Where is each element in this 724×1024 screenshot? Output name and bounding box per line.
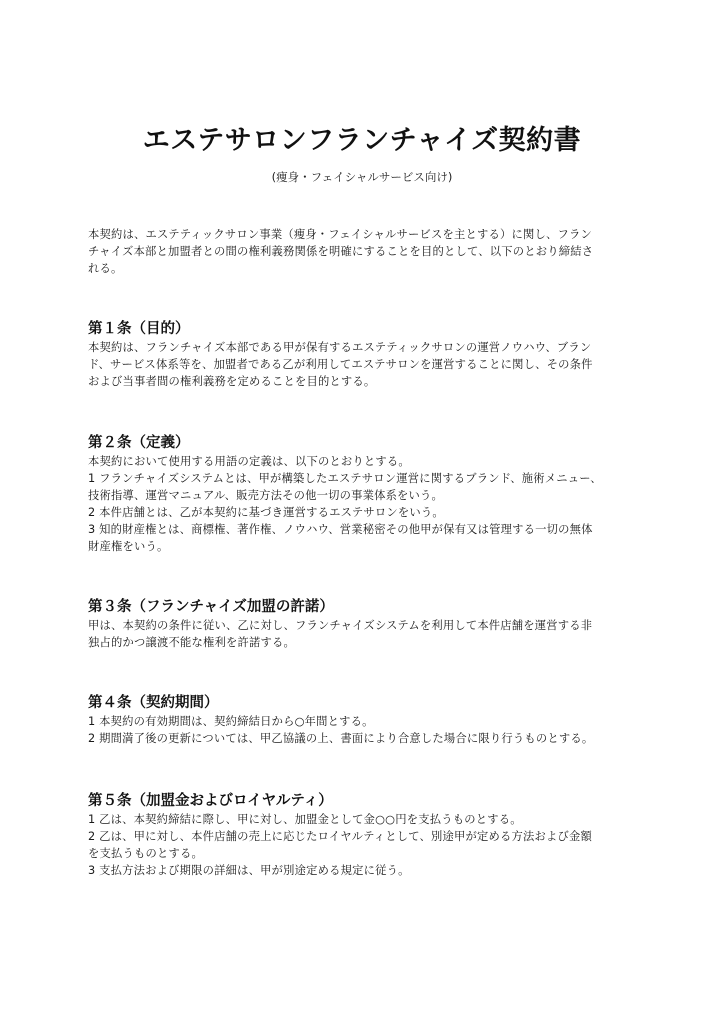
intro-line: 本契約は、エステティックサロン事業（痩身・フェイシャルサービスを主とする）に関し、フラン — [88, 228, 592, 241]
article-line: 本契約は、フランチャイズ本部である甲が保有するエステティックサロンの運営ノウハウ、ブラン — [88, 341, 592, 354]
article-line: 財産権をいう。 — [88, 540, 169, 553]
article-line: 甲は、本契約の条件に従い、乙に対し、フランチャイズシステムを利用して本件店舗を運営する非 — [88, 619, 593, 632]
article-line: 1 フランチャイズシステムとは、甲が構築したエステサロン運営に関するブランド、施術メニュー、 — [88, 472, 602, 485]
intro-line: チャイズ本部と加盟者との間の権利義務関係を明確にすることを目的として、以下のとおり締結さ — [88, 245, 594, 258]
article-heading: 第５条（加盟金およびロイヤルティ） — [88, 793, 333, 809]
article-heading: 第２条（定義） — [88, 435, 190, 451]
article-line: 技術指導、運営マニュアル、販売方法その他一切の事業体系をいう。 — [88, 489, 444, 502]
article-line: 2 本件店舗とは、乙が本契約に基づき運営するエステサロンをいう。 — [88, 506, 444, 519]
intro-line: れる。 — [88, 262, 123, 275]
article-2 — [88, 433, 648, 555]
article-heading: 第１条（目的） — [88, 321, 190, 337]
document-title: エステサロンフランチャイズ契約書 — [142, 125, 582, 156]
article-4 — [88, 693, 648, 747]
article-heading: 第４条（契約期間） — [88, 695, 219, 711]
article-line: 1 乙は、本契約締結に際し、甲に対し、加盟金として金○○円を支払うものとする。 — [88, 813, 522, 826]
article-line: 3 支払方法および期限の詳細は、甲が別途定める規定に従う。 — [88, 864, 410, 877]
article-3 — [88, 597, 648, 651]
article-line: 3 知的財産権とは、商標権、著作権、ノウハウ、営業秘密その他甲が保有又は管理する一切の無体 — [88, 523, 593, 536]
article-line: ド、サービス体系等を、加盟者である乙が利用してエステサロンを運営することに関し、その条件 — [88, 358, 593, 371]
article-line: 独占的かつ譲渡不能な権利を許諾する。 — [88, 636, 295, 649]
article-heading: 第３条（フランチャイズ加盟の許諾） — [88, 599, 334, 615]
intro-paragraph — [88, 226, 648, 277]
article-line: および当事者間の権利義務を定めることを目的とする。 — [88, 375, 376, 388]
document-subtitle: (痩身・フェイシャルサービス向け) — [271, 170, 453, 184]
article-5 — [88, 791, 648, 879]
article-line: 本契約において使用する用語の定義は、以下のとおりとする。 — [88, 455, 410, 468]
article-line: 2 期間満了後の更新については、甲乙協議の上、書面により合意した場合に限り行うものとする。 — [88, 732, 594, 745]
article-line: 2 乙は、甲に対し、本件店舗の売上に応じたロイヤルティとして、別途甲が定める方法および金額 — [88, 830, 592, 843]
article-line: 1 本契約の有効期間は、契約締結日から○年間とする。 — [88, 715, 374, 728]
article-line: を支払うものとする。 — [88, 847, 203, 860]
article-1 — [88, 319, 648, 390]
